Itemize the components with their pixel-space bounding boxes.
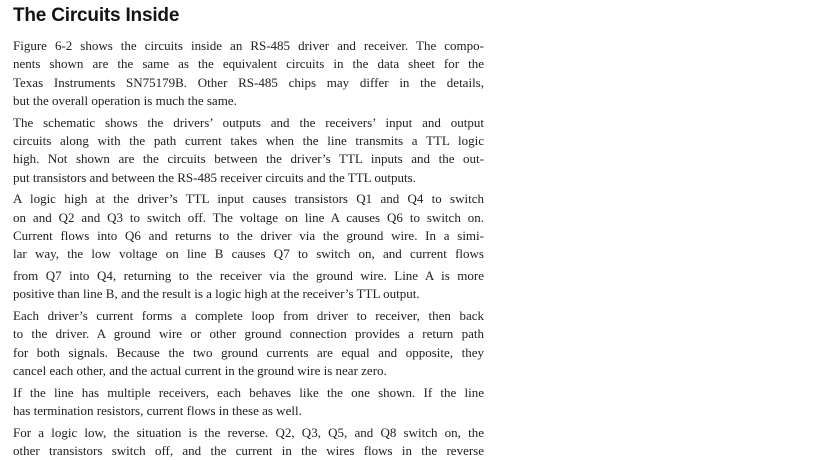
paragraph — [13, 190, 484, 263]
text-line: Texas Instruments SN75179B. Other RS-485 chips may differ in the details, — [13, 74, 484, 90]
paragraph — [13, 267, 484, 304]
text-column — [13, 6, 484, 460]
paragraph — [13, 114, 484, 187]
text-line: on and Q2 and Q3 to switch off. The voltage on line A causes Q6 to switch on. — [13, 209, 484, 225]
text-line: The schematic shows the drivers’ outputs and the receivers’ input and output — [13, 114, 484, 130]
text-line: Each driver’s current forms a complete loop from driver to receiver, then back — [13, 308, 484, 324]
section-heading: The Circuits Inside — [13, 5, 180, 26]
text-line: put transistors and between the RS-485 receiver circuits and the TTL outputs. — [13, 169, 416, 185]
text-line: but the overall operation is much the same. — [13, 92, 237, 108]
text-line: lar way, the low voltage on line B causes Q7 to switch on, and current flows — [13, 246, 484, 262]
text-line: Figure 6-2 shows the circuits inside an RS-485 driver and receiver. The compo- — [13, 38, 484, 53]
paragraph — [13, 384, 484, 421]
text-line: A logic high at the driver’s TTL input causes transistors Q1 and Q4 to switch — [13, 191, 484, 207]
text-line: from Q7 into Q4, returning to the receiver via the ground wire. Line A is more — [13, 268, 484, 284]
text-line: cancel each other, and the actual current in the ground wire is near zero. — [13, 363, 387, 379]
text-line: to the driver. A ground wire or other ground connection provides a return path — [13, 326, 484, 342]
paragraph — [13, 37, 484, 110]
paragraph — [13, 307, 484, 380]
text-line: circuits along with the path current takes when the line transmits a TTL logic — [13, 132, 484, 148]
text-line: positive than line B, and the result is a logic high at the receiver’s TTL output. — [13, 286, 420, 302]
text-line: other transistors switch off, and the current in the wires flows in the reverse — [13, 443, 484, 459]
paragraph — [13, 424, 484, 460]
text-line: For a logic low, the situation is the reverse. Q2, Q3, Q5, and Q8 switch on, the — [13, 424, 484, 440]
text-line: for both signals. Because the two ground currents are equal and opposite, they — [13, 344, 484, 360]
text-line: nents shown are the same as the equivalent circuits in the data sheet for the — [13, 56, 484, 72]
text-line: Current flows into Q6 and returns to the driver via the ground wire. In a simi- — [13, 227, 484, 243]
text-line: If the line has multiple receivers, each behaves like the one shown. If the line — [13, 384, 484, 400]
paragraphs — [13, 37, 484, 460]
text-line: high. Not shown are the circuits between the driver’s TTL inputs and the out- — [13, 151, 484, 167]
text-line: has termination resistors, current flows in these as well. — [13, 403, 302, 419]
